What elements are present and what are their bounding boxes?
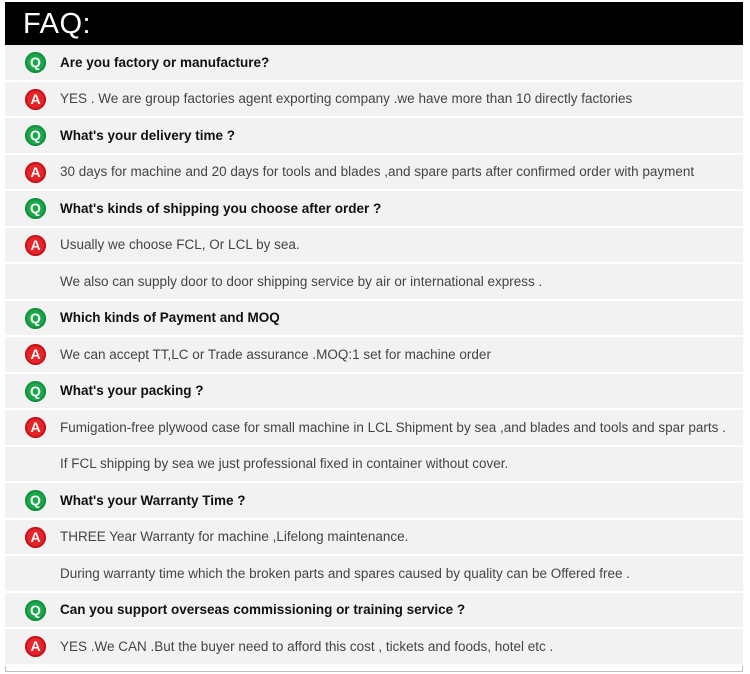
question-badge-icon: Q bbox=[25, 198, 46, 219]
answer-text: THREE Year Warranty for machine ,Lifelong maintenance. bbox=[60, 529, 409, 544]
faq-question-row bbox=[5, 593, 743, 629]
faq-question-row bbox=[5, 374, 743, 410]
faq-question-row bbox=[5, 191, 743, 228]
question-text: What's your Warranty Time ? bbox=[60, 493, 246, 508]
faq-answer-row bbox=[5, 82, 743, 118]
answer-text: During warranty time which the broken parts and spares caused by quality can be Offered free . bbox=[60, 566, 631, 581]
question-text: What's your packing ? bbox=[60, 383, 204, 398]
answer-badge-icon: A bbox=[25, 162, 46, 183]
answer-text: YES . We are group factories agent exporting company .we have more than 10 directly factories bbox=[60, 91, 633, 106]
answer-text: 30 days for machine and 20 days for tools and blades ,and spare parts after confirmed order with payment bbox=[60, 164, 695, 179]
faq-question-row bbox=[5, 118, 743, 155]
answer-badge-icon: A bbox=[25, 636, 46, 657]
question-badge-icon: Q bbox=[25, 52, 46, 73]
faq-answer-row bbox=[5, 228, 743, 264]
answer-text: Fumigation-free plywood case for small machine in LCL Shipment by sea ,and blades and tools and spar parts . bbox=[60, 420, 726, 435]
faq-answer-row bbox=[5, 337, 743, 374]
question-text: Are you factory or manufacture? bbox=[60, 55, 270, 70]
faq-answer-row bbox=[5, 629, 743, 666]
faq-answer-continuation-row bbox=[5, 264, 743, 301]
answer-text: We also can supply door to door shipping service by air or international express . bbox=[60, 274, 543, 289]
answer-badge-icon: A bbox=[25, 527, 46, 548]
faq-answer-continuation-row bbox=[5, 556, 743, 593]
faq-question-row bbox=[5, 301, 743, 337]
faq-answer-row bbox=[5, 410, 743, 447]
faq-answer-continuation-row bbox=[5, 447, 743, 483]
faq-answer-row bbox=[5, 520, 743, 556]
answer-text: We can accept TT,LC or Trade assurance .MOQ:1 set for machine order bbox=[60, 347, 491, 362]
question-badge-icon: Q bbox=[25, 600, 46, 621]
page-title: FAQ: bbox=[23, 8, 92, 40]
answer-text: If FCL shipping by sea we just professional fixed in container without cover. bbox=[60, 456, 509, 471]
question-badge-icon: Q bbox=[25, 490, 46, 511]
answer-badge-icon: A bbox=[25, 417, 46, 438]
faq-header bbox=[5, 2, 743, 45]
faq-answer-row bbox=[5, 155, 743, 191]
question-text: Can you support overseas commissioning or training service ? bbox=[60, 602, 466, 617]
answer-badge-icon: A bbox=[25, 89, 46, 110]
faq-question-row bbox=[5, 45, 743, 82]
question-text: What's kinds of shipping you choose after order ? bbox=[60, 201, 382, 216]
answer-text: Usually we choose FCL, Or LCL by sea. bbox=[60, 237, 300, 252]
question-badge-icon: Q bbox=[25, 125, 46, 146]
faq-list bbox=[5, 45, 743, 666]
answer-badge-icon: A bbox=[25, 235, 46, 256]
faq-question-row bbox=[5, 483, 743, 520]
answer-text: YES .We CAN .But the buyer need to afford this cost , tickets and foods, hotel etc . bbox=[60, 639, 554, 654]
question-badge-icon: Q bbox=[25, 381, 46, 402]
question-text: Which kinds of Payment and MOQ bbox=[60, 310, 280, 325]
question-badge-icon: Q bbox=[25, 308, 46, 329]
answer-badge-icon: A bbox=[25, 344, 46, 365]
question-text: What's your delivery time ? bbox=[60, 128, 236, 143]
